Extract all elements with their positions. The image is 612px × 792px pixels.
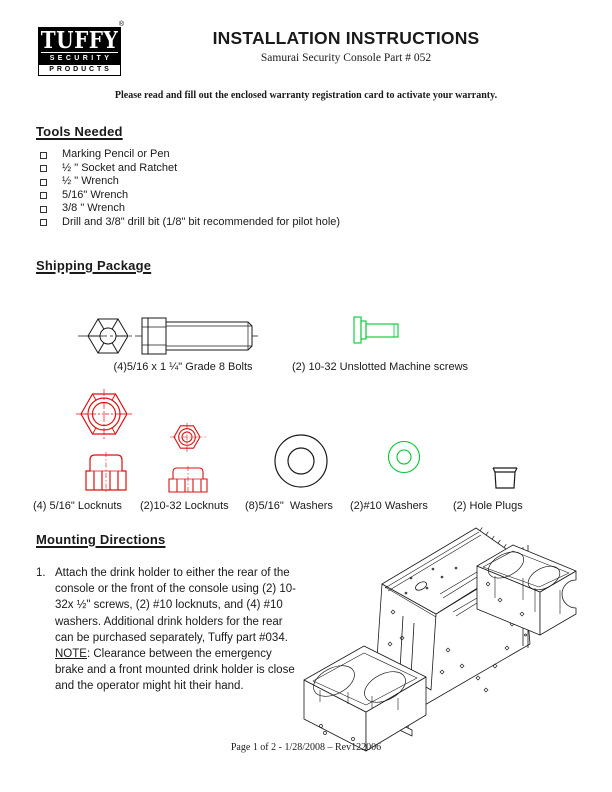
list-item xyxy=(36,162,456,176)
tools-list xyxy=(36,148,456,230)
samurai-console-isometric-drawing xyxy=(290,520,612,756)
washer-small-drawing xyxy=(387,440,423,476)
washer-large-label: (8)5/16" Washers xyxy=(245,500,333,512)
header xyxy=(120,28,572,64)
registered-trademark-icon: ® xyxy=(118,21,124,28)
step-text-after-note: : Clearance between the emergency brake and a front mounted drink holder is close and the operator might hit their hand. xyxy=(55,648,295,693)
warranty-notice: Please read and fill out the enclosed warranty registration card to activate your warranty. xyxy=(114,90,498,101)
logo-products-text: PRODUCTS xyxy=(38,65,121,76)
locknut-small-side-drawing xyxy=(166,466,210,494)
hole-plug-drawing xyxy=(490,464,520,492)
hole-plug-label: (2) Hole Plugs xyxy=(453,500,523,512)
page-title: INSTALLATION INSTRUCTIONS xyxy=(212,28,480,48)
grade8-bolt-drawing xyxy=(76,305,262,361)
tuffy-logo xyxy=(38,21,124,76)
logo-security-text: SECURITY xyxy=(41,52,118,62)
list-item xyxy=(36,189,456,203)
bolt-label: (4)5/16 x 1 ¼" Grade 8 Bolts xyxy=(113,361,253,373)
locknut-small-drawing xyxy=(170,421,206,455)
step-text xyxy=(55,565,297,695)
mounting-step-1 xyxy=(36,565,300,695)
washer-large-drawing xyxy=(271,431,331,491)
step-text-before-note: Attach the drink holder to either the rear of the console or the front of the console using (2) 10-32x ½" screws, (2) #10 locknuts, and (4) #10 washers. Additional drink holders for the rear can be purchased separately, Tuffy part #034. xyxy=(55,567,297,644)
square-bullet-icon xyxy=(40,206,47,213)
step-number: 1. xyxy=(36,567,46,579)
square-bullet-icon xyxy=(40,179,47,186)
mounting-directions-heading: Mounting Directions xyxy=(36,532,166,547)
square-bullet-icon xyxy=(40,152,47,159)
list-item xyxy=(36,175,456,189)
tools-needed-heading: Tools Needed xyxy=(36,124,123,139)
tool-item-label: 3/8 " Wrench xyxy=(62,202,126,215)
square-bullet-icon xyxy=(40,219,47,226)
machine-screw-label: (2) 10-32 Unslotted Machine screws xyxy=(291,361,469,373)
note-label: NOTE xyxy=(55,648,87,661)
logo-brand-text: TUFFY xyxy=(40,26,119,54)
machine-screw-drawing xyxy=(350,314,406,348)
list-item xyxy=(36,148,456,162)
tool-item-label: Drill and 3/8" drill bit (1/8" bit recommended for pilot hole) xyxy=(62,215,341,228)
locknut-large-label: (4) 5/16" Locknuts xyxy=(33,500,122,512)
square-bullet-icon xyxy=(40,192,47,199)
tool-item-label: 5/16" Wrench xyxy=(62,188,129,201)
washer-small-label: (2)#10 Washers xyxy=(350,500,428,512)
tool-item-label: ½ " Wrench xyxy=(62,175,119,188)
shipping-package-heading: Shipping Package xyxy=(36,258,152,273)
list-item xyxy=(36,216,456,230)
locknut-small-label: (2)10-32 Locknuts xyxy=(140,500,229,512)
tool-item-label: ½ " Socket and Ratchet xyxy=(62,161,178,174)
locknut-large-side-drawing xyxy=(82,452,130,494)
locknut-large-drawing xyxy=(76,386,132,442)
list-item xyxy=(36,202,456,216)
tuffy-logo-box xyxy=(38,21,124,65)
page-footer: Page 1 of 2 - 1/28/2008 – Rev122006 xyxy=(230,742,382,753)
page-subtitle: Samurai Security Console Part # 052 xyxy=(260,52,432,64)
tool-item-label: Marking Pencil or Pen xyxy=(62,148,170,160)
square-bullet-icon xyxy=(40,165,47,172)
